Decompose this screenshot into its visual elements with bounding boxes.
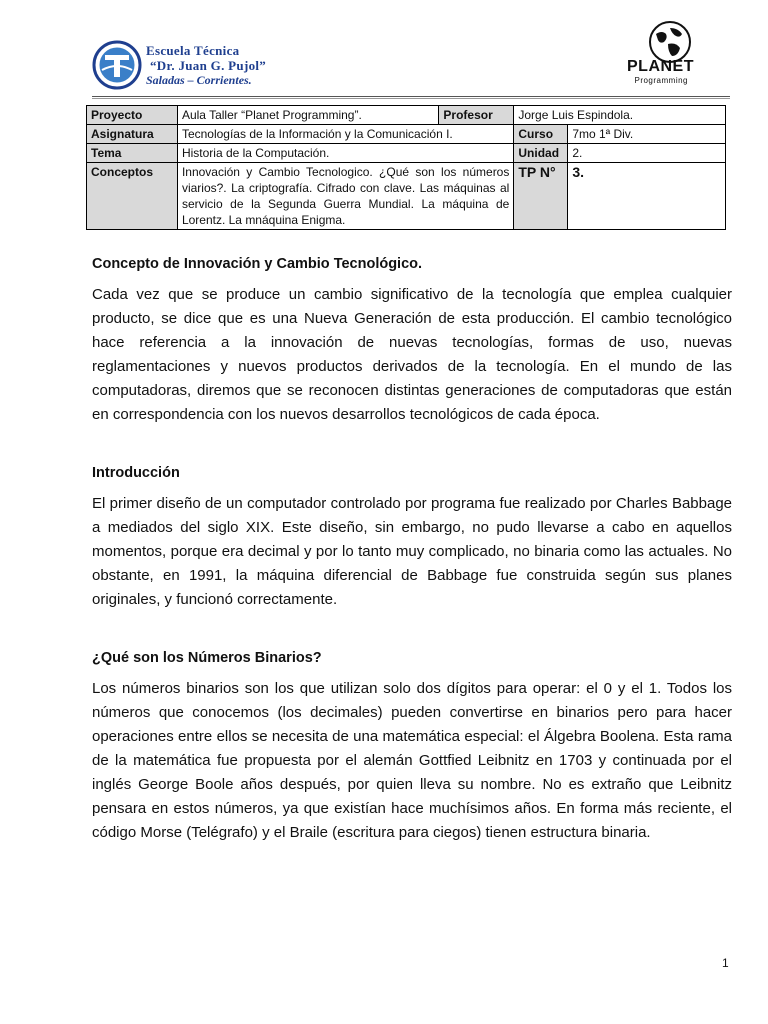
asignatura-label: Asignatura (87, 125, 178, 144)
conceptos-label: Conceptos (87, 163, 178, 230)
school-name-line2: “Dr. Juan G. Pujol” (150, 58, 267, 73)
profesor-value: Jorge Luis Espindola. (514, 106, 726, 125)
section-paragraph: Cada vez que se produce un cambio significativo de la tecnología que emplea cualquier producto, se dice que es una Nueva Generación de esta producción. El cambio tecnológico hace referencia a la innovación de nuevas tecnologías, formas de uso, nuevas reglamentaciones y nuevos productos derivados de la tecnología. En el mundo de las computadoras, diremos que se reconocen distintas generaciones de computadoras que están en correspondencia con los nuevos desarrollos tecnológicos de cada época. (92, 286, 732, 423)
tema-value: Historia de la Computación. (177, 144, 513, 163)
school-emblem-icon (92, 40, 142, 90)
profesor-label: Profesor (439, 106, 514, 125)
section-title: Concepto de Innovación y Cambio Tecnológico. (92, 256, 423, 272)
section-numeros-binarios (92, 648, 732, 845)
planet-logo-title: PLANET (627, 58, 694, 75)
tema-label: Tema (87, 144, 178, 163)
header-divider-secondary (92, 98, 730, 99)
course-info-table (86, 105, 726, 230)
school-name-block (146, 44, 266, 87)
section-paragraph: El primer diseño de un computador controlado por programa fue realizado por Charles Babbage a mediados del siglo XIX. Este diseño, sin embargo, no pudo llevarse a cabo en aquellos momentos, porque era decimal y por lo tanto muy complicado, no binaria como las actuales. No obstante, en 1991, la máquina diferencial de Babbage fue construida según sus planes originales, y funcionó correctamente. (92, 495, 732, 608)
table-row (87, 144, 726, 163)
school-name-line1: Escuela Técnica (146, 43, 240, 58)
section-title: ¿Qué son los Números Binarios? (92, 650, 322, 666)
tp-number-value: 3. (568, 163, 726, 230)
section-title: Introducción (92, 465, 180, 481)
curso-label: Curso (514, 125, 568, 144)
proyecto-label: Proyecto (87, 106, 178, 125)
unidad-value: 2. (568, 144, 726, 163)
header-divider (92, 96, 730, 97)
page-number: 1 (722, 956, 729, 970)
school-location: Saladas – Corrientes. (146, 73, 252, 87)
curso-value: 7mo 1ª Div. (568, 125, 726, 144)
tp-number-label: TP N° (514, 163, 568, 230)
conceptos-value: Innovación y Cambio Tecnologico. ¿Qué son los números viarios?. La criptografía. Cifrado con clave. Las máquinas al servicio de la Segunda Guerra Mundial. La máquina de Lorentz. La mnáquina Enigma. (177, 163, 513, 230)
section-introduccion (92, 463, 732, 612)
planet-logo-subtitle: Programming (634, 76, 688, 85)
unidad-label: Unidad (514, 144, 568, 163)
asignatura-value: Tecnologías de la Información y la Comunicación I. (177, 125, 513, 144)
section-innovacion (92, 254, 732, 427)
table-row (87, 106, 726, 125)
document-body (92, 254, 732, 845)
section-paragraph: Los números binarios son los que utilizan solo dos dígitos para operar: el 0 y el 1. Todos los números que conocemos (los decimales) pueden convertirse en binarios pero para hacer operaciones entre ellos se necesita de una matemática especial: el Álgebra Boolena. Esta rama de la matemática fue propuesta por el alemán Gottfied Leibnitz en 1703 y continuada por el inglés George Boole años después, por quien lleva su nombre. No es extraño que Leibnitz pensara en estos números, ya que existían hace muchísimos años. En forma más reciente, el código Morse (Telégrafo) y el Braile (escritura para ciegos) tienen estructura binaria. (92, 680, 732, 841)
proyecto-value: Aula Taller “Planet Programming”. (177, 106, 438, 125)
document-header (92, 18, 730, 96)
table-row (87, 125, 726, 144)
table-row (87, 163, 726, 230)
